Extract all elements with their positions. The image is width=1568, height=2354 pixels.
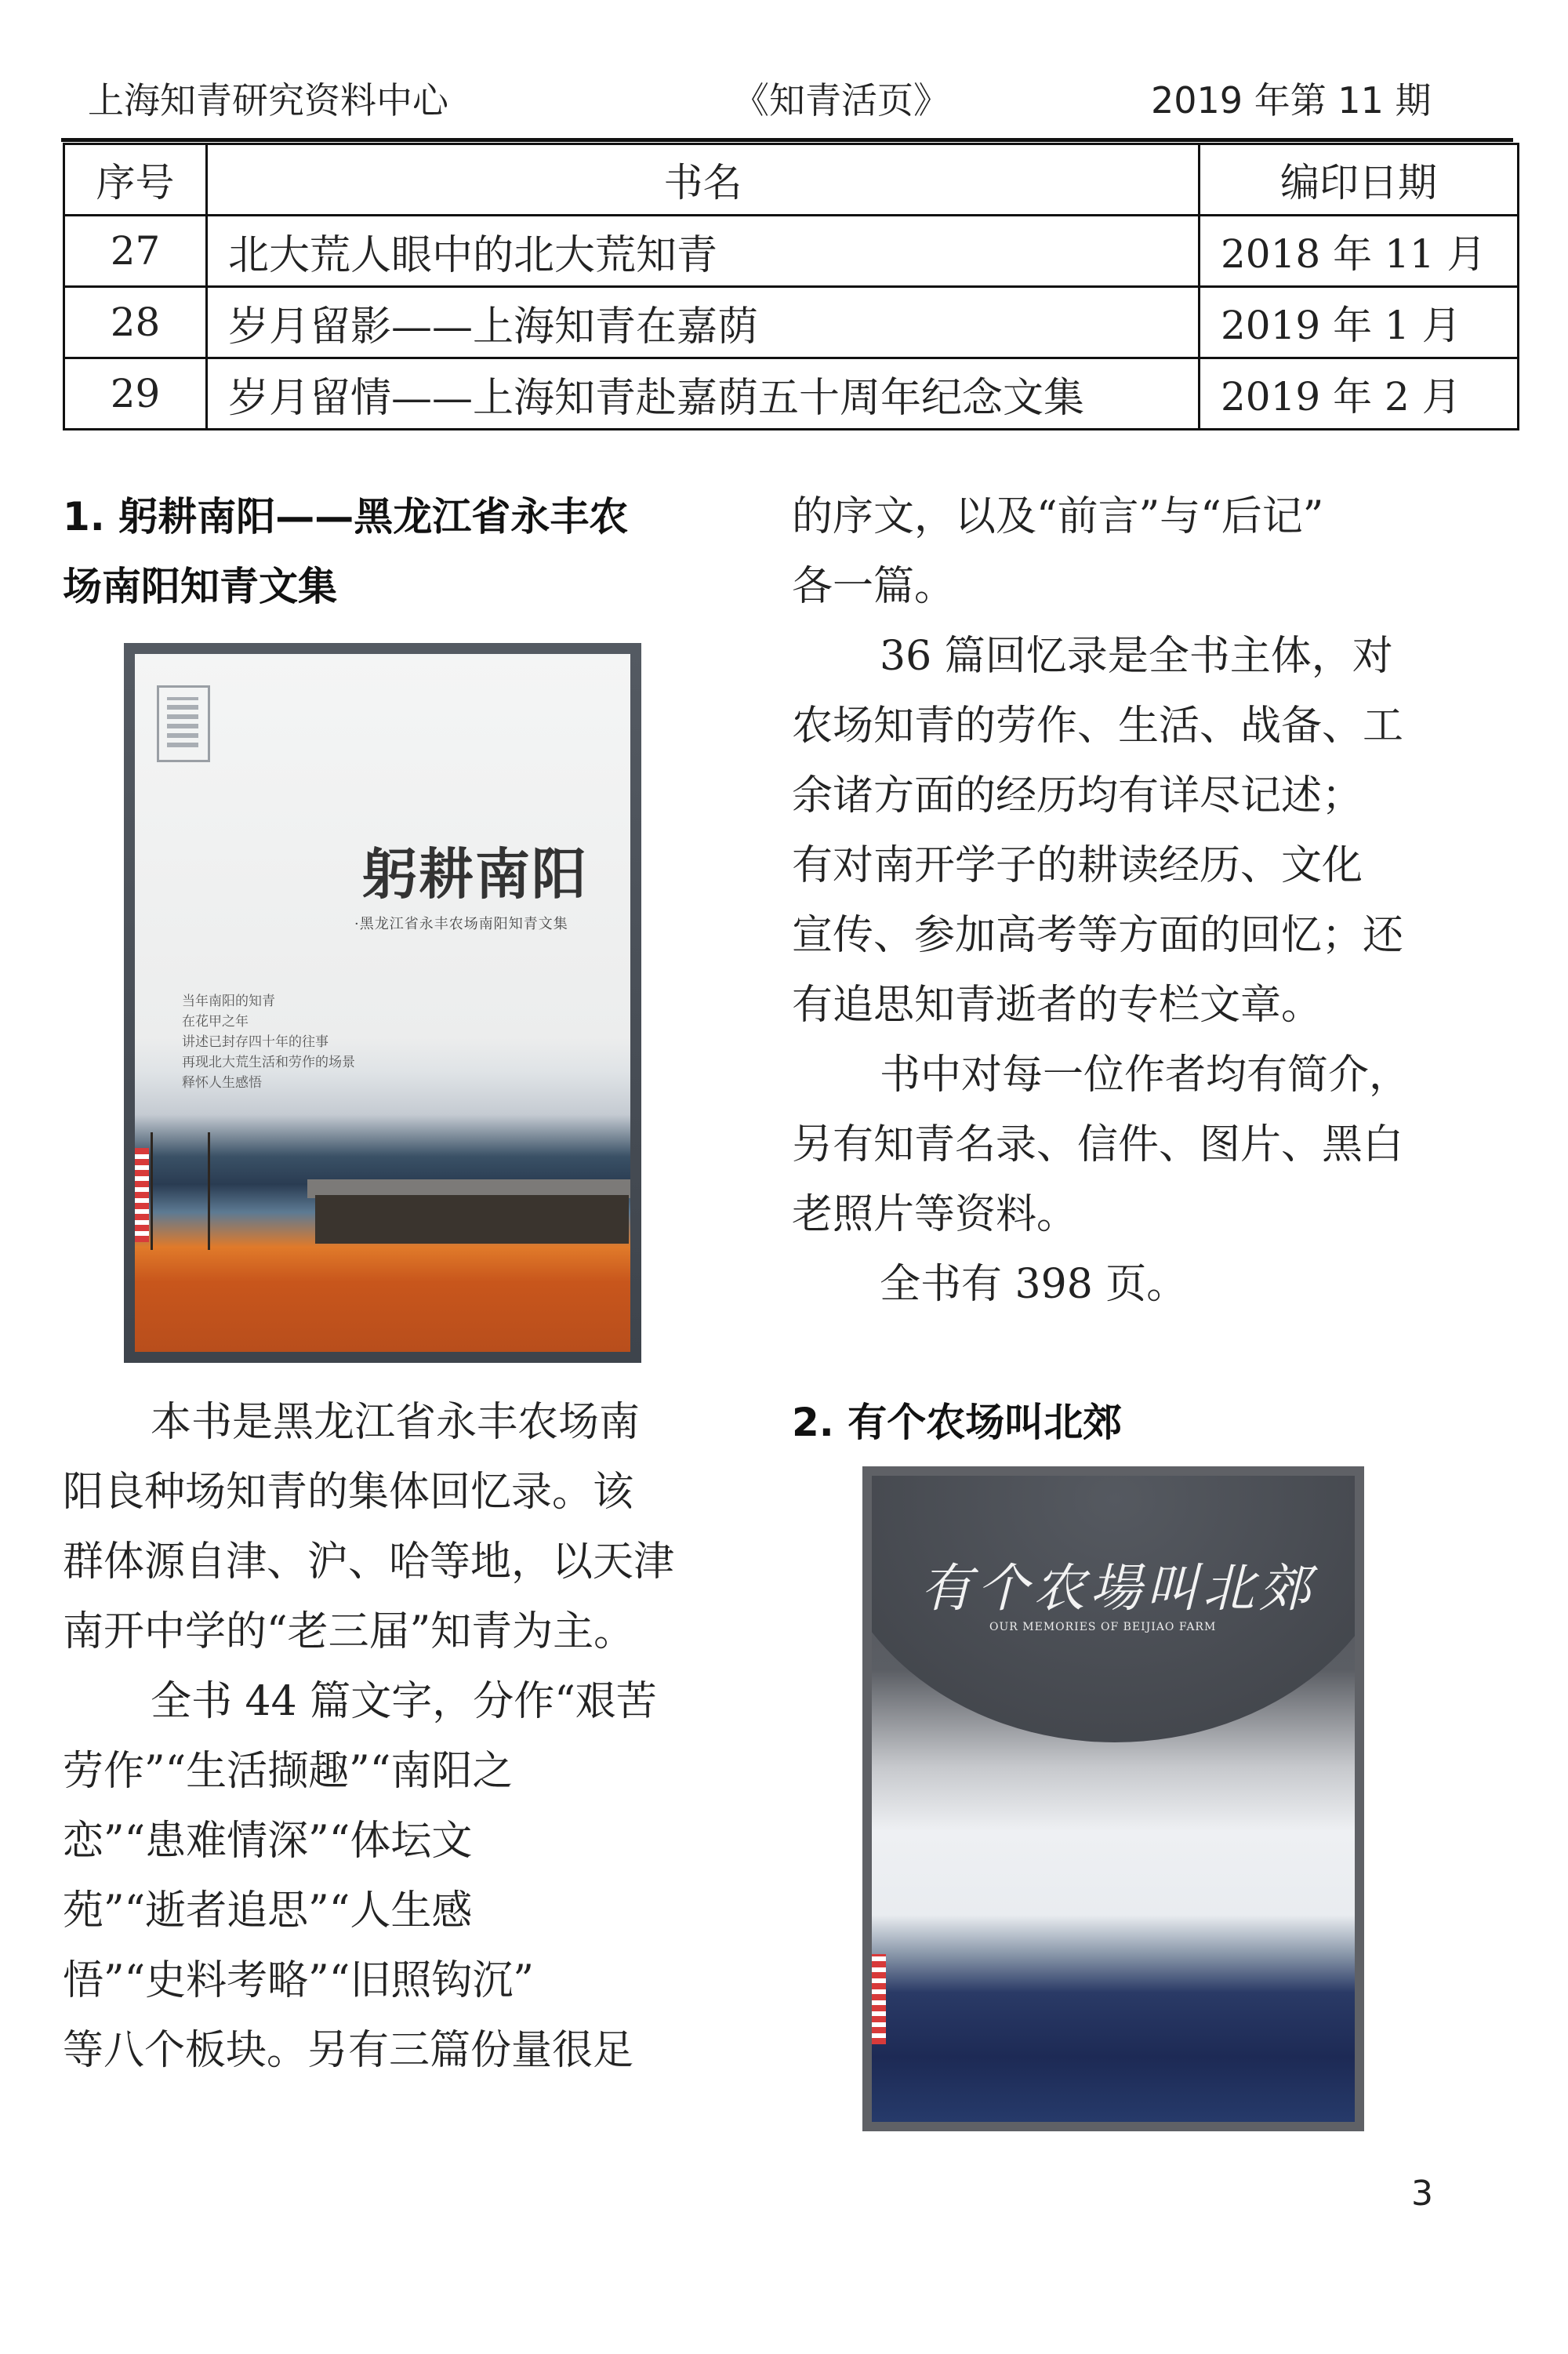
text-line: 36 篇回忆录是全书主体，对 <box>880 633 1393 680</box>
text-line: 苑”“逝者追思”“人生感 <box>63 1887 473 1934</box>
section1-heading-line1: 1. 躬耕南阳——黑龙江省永丰农 <box>63 494 629 539</box>
cover-artwork <box>135 654 630 1352</box>
row-date: 2018 年 11 月 <box>1200 216 1519 287</box>
section1-heading <box>63 482 753 622</box>
header-org: 上海知青研究资料中心 <box>88 79 448 122</box>
cover-blurb-line: 释怀人生感悟 <box>182 1075 262 1091</box>
row-title: 岁月留影——上海知青在嘉荫 <box>207 287 1200 358</box>
table-row <box>64 216 1519 287</box>
cover-title: 有个农場叫北郊 <box>920 1558 1316 1618</box>
page-number: 3 <box>1411 2174 1433 2214</box>
text-line: 书中对每一位作者均有简介， <box>880 1052 1410 1099</box>
section1-heading-line2: 场南阳知青文集 <box>63 564 337 609</box>
row-title: 北大荒人眼中的北大荒知青 <box>207 216 1200 287</box>
text-line: 农场知青的劳作、生活、战备、工 <box>792 703 1404 750</box>
text-line: 南开中学的“老三届”知青为主。 <box>63 1608 635 1655</box>
row-date: 2019 年 2 月 <box>1200 358 1519 430</box>
header-publication: 《知青活页》 <box>733 79 949 122</box>
cover-artwork <box>872 1476 1355 2122</box>
text-line: 另有知青名录、信件、图片、黑白 <box>792 1121 1404 1168</box>
section2-heading: 2. 有个农场叫北郊 <box>792 1400 1123 1445</box>
section1-right-text <box>792 482 1513 1320</box>
row-number: 29 <box>64 358 207 430</box>
cover-blurb-line: 讲述已封存四十年的往事 <box>182 1034 328 1050</box>
cover-blurb-line: 在花甲之年 <box>182 1014 249 1030</box>
table-row <box>64 358 1519 430</box>
table-header-row <box>64 144 1519 216</box>
text-line: 群体源自津、沪、哈等地，以天津 <box>63 1538 675 1586</box>
text-line: 悟”“史料考略”“旧照钩沉” <box>63 1957 534 2004</box>
row-number: 27 <box>64 216 207 287</box>
column-header-title: 书名 <box>207 144 1200 216</box>
cover-blurb <box>182 991 355 1093</box>
row-title: 岁月留情——上海知青赴嘉荫五十周年纪念文集 <box>207 358 1200 430</box>
column-header-number: 序号 <box>64 144 207 216</box>
text-line: 老照片等资料。 <box>792 1191 1078 1238</box>
seal-icon <box>157 685 210 762</box>
cover-subtitle: ·黑龙江省永丰农场南阳知青文集 <box>354 916 568 932</box>
text-line: 宣传、参加高考等方面的回忆；还 <box>792 912 1404 959</box>
text-line: 各一篇。 <box>792 563 956 610</box>
cover-blurb-line: 当年南阳的知青 <box>182 994 275 1009</box>
text-line: 全书有 398 页。 <box>880 1261 1188 1308</box>
header-rule <box>61 138 1513 142</box>
text-line: 有追思知青逝者的专栏文章。 <box>792 982 1323 1029</box>
barn-illustration <box>315 1195 629 1244</box>
text-line: 的序文，以及“前言”与“后记” <box>792 493 1324 540</box>
library-label-icon <box>135 1148 149 1242</box>
header-issue: 2019 年第 11 期 <box>1151 79 1432 122</box>
text-line: 本书是黑龙江省永丰农场南 <box>151 1399 641 1446</box>
page-header <box>0 0 1568 145</box>
text-line: 阳良种场知青的集体回忆录。该 <box>63 1469 634 1516</box>
library-label-icon <box>872 1954 886 2044</box>
cover-subtitle: OUR MEMORIES OF BEIJIAO FARM <box>989 1621 1217 1633</box>
row-number: 28 <box>64 287 207 358</box>
tree-illustration <box>151 1132 210 1250</box>
cover-title: 躬耕南阳 <box>362 842 588 906</box>
text-line: 全书 44 篇文字，分作“艰苦 <box>151 1678 657 1725</box>
table-row <box>64 287 1519 358</box>
column-header-date: 编印日期 <box>1200 144 1519 216</box>
text-line: 有对南开学子的耕读经历、文化 <box>792 842 1363 889</box>
book-cover-beijiao-farm <box>862 1466 1364 2131</box>
text-line: 劳作”“生活撷趣”“南阳之 <box>63 1748 514 1795</box>
row-date: 2019 年 1 月 <box>1200 287 1519 358</box>
book-list-table <box>63 143 1519 430</box>
text-line: 恋”“患难情深”“体坛文 <box>63 1818 473 1865</box>
section1-left-text <box>63 1388 739 2086</box>
text-line: 等八个板块。另有三篇份量很足 <box>63 2027 634 2074</box>
cover-blurb-line: 再现北大荒生活和劳作的场景 <box>182 1055 355 1070</box>
text-line: 余诸方面的经历均有详尽记述； <box>792 772 1363 819</box>
book-cover-gonggeng-nanyang <box>124 643 641 1363</box>
